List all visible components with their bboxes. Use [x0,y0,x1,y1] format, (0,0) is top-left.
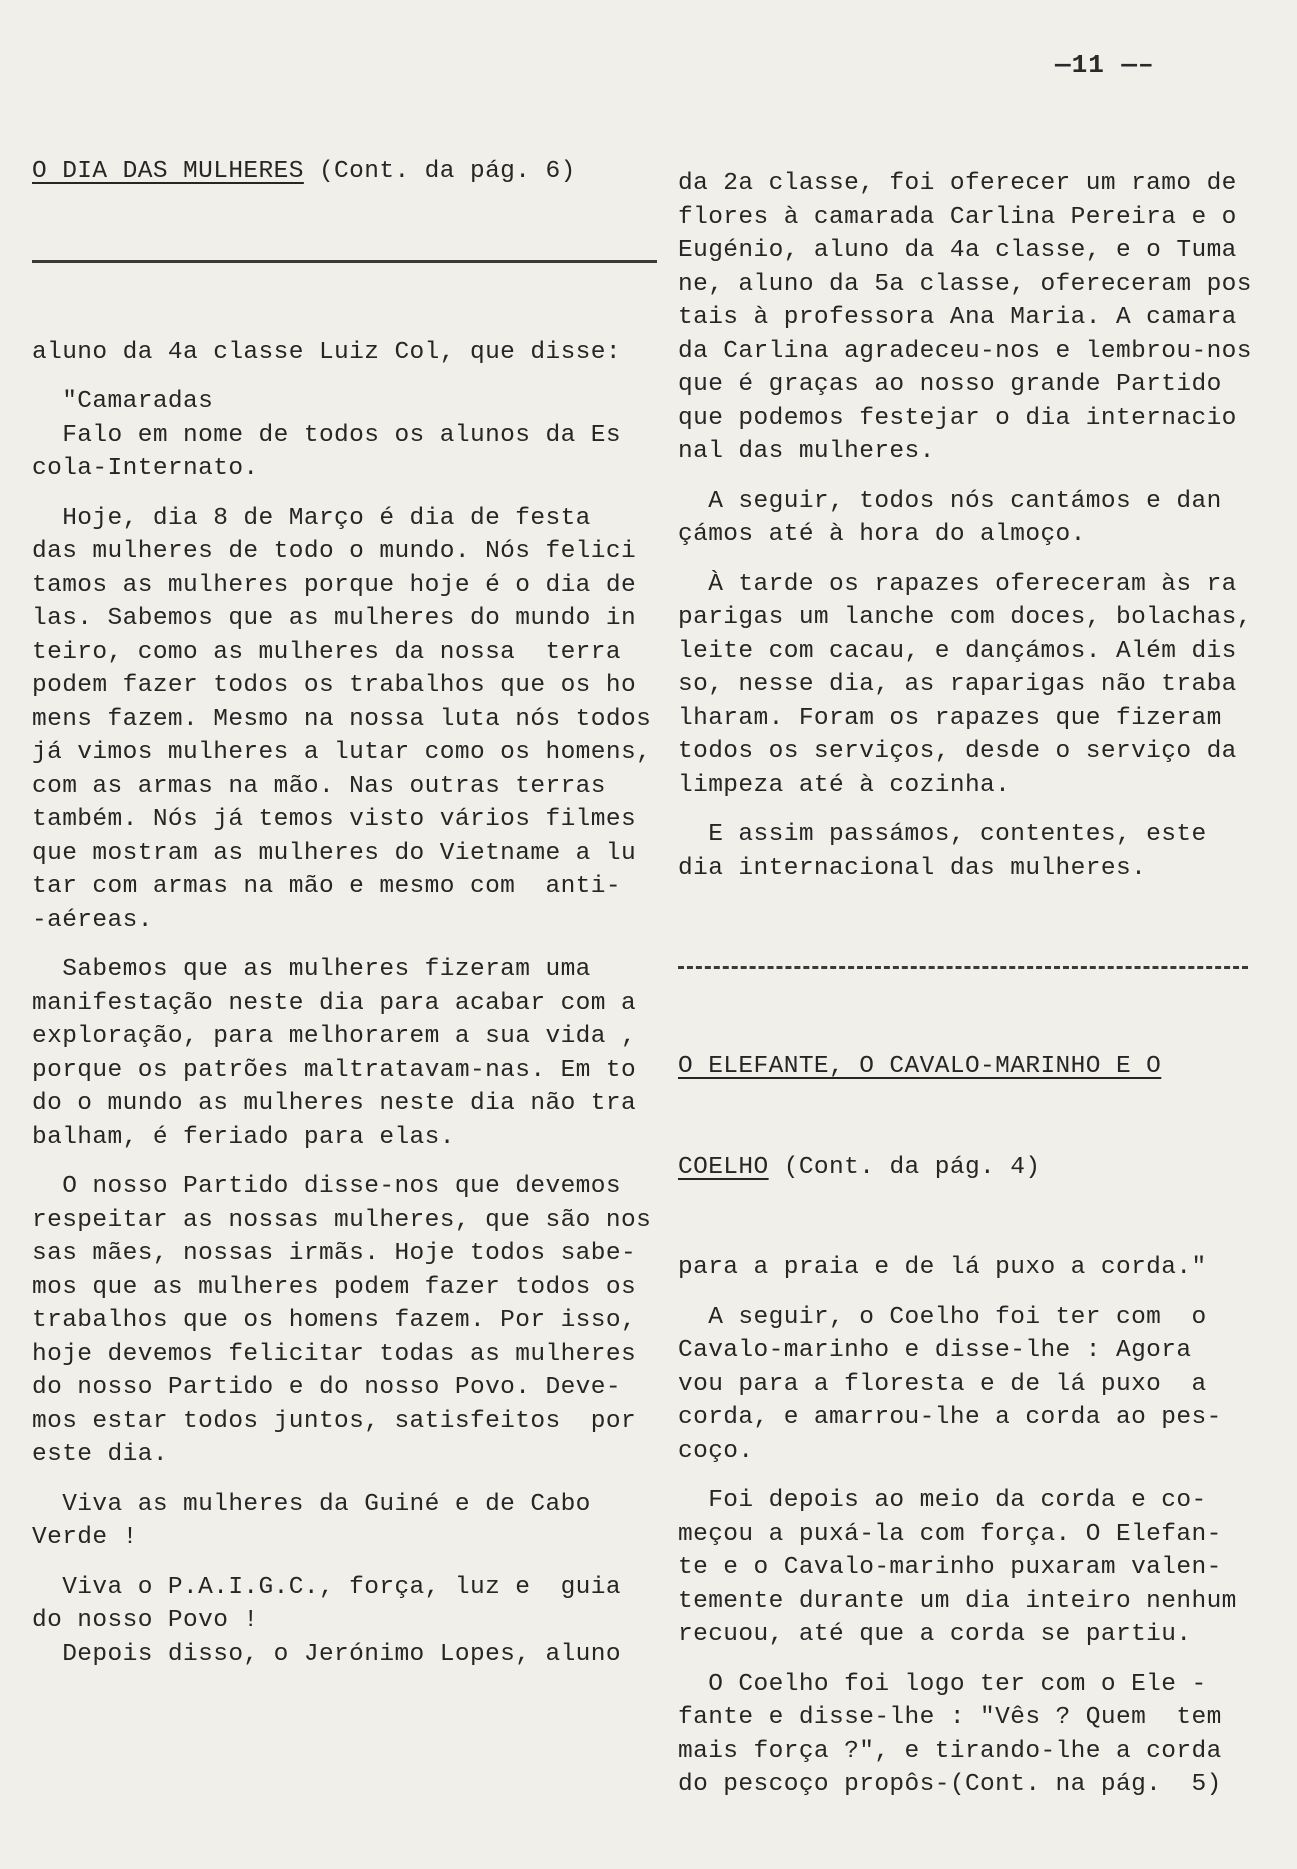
paragraph-gap [32,369,657,385]
text-line: do pescoço propôs-(Cont. na pág. 5) [678,1771,1222,1798]
paragraph [678,1484,1278,1652]
article-title: O DIA DAS MULHERES [32,158,304,185]
text-line: mens fazem. Mesmo na nossa luta nós todos [32,705,652,733]
text-line: corda, e amarrou-lhe a corda ao pes- [678,1404,1222,1431]
text-line: parigas um lanche com doces, bolachas, [678,604,1252,631]
right-article-body [678,167,1278,885]
paragraph-gap [32,1472,657,1488]
text-line: do nosso Partido e do nosso Povo. Deve- [32,1374,621,1401]
text-line: todos os serviços, desde o serviço da [678,738,1237,765]
text-line: las. Sabemos que as mulheres do mundo in [32,605,637,632]
paragraph [678,1301,1278,1469]
paragraph [678,1668,1278,1802]
text-line: mos que as mulheres podem fazer todos os [32,1273,637,1301]
text-line: temente durante um dia inteiro nenhum [678,1587,1237,1615]
paragraph [678,818,1278,885]
story-continuation-note: (Cont. da pág. 4) [768,1153,1041,1181]
text-line: Foi depois ao meio da corda e co- [678,1487,1207,1514]
text-line: Hoje, dia 8 de Março é dia de festa [32,504,591,532]
text-line: cola-Internato. [32,455,259,482]
text-line: mos estar todos juntos, satisfeitos por [32,1407,637,1435]
text-line: que é graças ao nosso grande Partido [678,371,1222,398]
text-line: exploração, para melhorarem a sua vida , [32,1023,637,1050]
text-line: este dia. [32,1441,168,1468]
text-line: para a praia e de lá puxo a corda." [678,1254,1207,1281]
text-line: sas mães, nossas irmãs. Hoje todos sabe- [32,1240,637,1267]
paragraph-gap [678,1468,1278,1484]
text-line: Depois disso, o Jerónimo Lopes, aluno [32,1640,621,1668]
paragraph [678,167,1278,469]
text-line: das mulheres de todo o mundo. Nós felici [32,538,637,565]
story-title-part1: O ELEFANTE, O CAVALO-MARINHO E O [678,1053,1162,1080]
text-line: dia internacional das mulheres. [678,854,1147,882]
paragraph-gap [678,552,1278,568]
paragraph-gap [678,802,1278,818]
text-line: aluno da 4a classe Luiz Col, que disse: [32,338,621,366]
text-line: do o mundo as mulheres neste dia não tra [32,1090,637,1117]
text-line: Falo em nome de todos os alunos da Es [32,421,621,449]
text-line: Eugénio, aluno da 4a classe, e o Tuma [678,237,1237,264]
article-continuation-note: (Cont. da pág. 6) [303,158,576,185]
paragraph-gap [32,1555,657,1571]
paragraph [678,1251,1278,1285]
paragraph-gap [678,469,1278,485]
text-line: tar com armas na mão e mesmo com anti- [32,873,621,900]
text-line: lharam. Foram os rapazes que fizeram [678,704,1222,732]
text-line: so, nesse dia, as raparigas não traba [678,671,1237,698]
paragraph-gap [678,1652,1278,1668]
text-line: vou para a floresta e de lá puxo a [678,1370,1207,1398]
text-line: já vimos mulheres a lutar como os homens, [32,739,652,766]
text-line: com as armas na mão. Nas outras terras [32,772,606,800]
text-line: que podemos festejar o dia internacio [678,404,1237,432]
text-line: nal das mulheres. [678,438,935,465]
text-line: Sabemos que as mulheres fizeram uma [32,956,591,983]
paragraph [32,385,657,486]
text-line: porque os patrões maltratavam-nas. Em to [32,1056,637,1084]
text-line: tais à professora Ana Maria. A camara [678,304,1237,331]
text-line: À tarde os rapazes ofereceram às ra [678,570,1237,598]
page-number: — 11 —– [1055,50,1155,80]
text-line: da Carlina agradeceu-nos e lembrou-nos [678,337,1252,365]
text-line: fante e disse-lhe : "Vês ? Quem tem [678,1704,1222,1731]
story-title-part2: COELHO [678,1153,769,1181]
text-line: -aéreas. [32,906,153,934]
left-column [32,88,657,1738]
paragraph [678,485,1278,552]
paragraph [32,1488,657,1555]
text-line: do nosso Povo ! [32,1607,259,1634]
text-line: "Camaradas [32,388,214,415]
text-line: flores à camarada Carlina Pereira e o [678,203,1237,231]
text-line: Viva as mulheres da Guiné e de Cabo [32,1490,591,1518]
paragraph [32,1571,657,1672]
story-body [678,1251,1278,1802]
paragraph [678,568,1278,803]
text-line: Verde ! [32,1524,138,1551]
right-column [678,100,1278,1869]
text-line: podem fazer todos os trabalhos que os ho [32,672,637,699]
text-line: A seguir, todos nós cantámos e dan [678,487,1222,515]
text-line: também. Nós já temos visto vários filmes [32,806,637,833]
paragraph-gap [32,937,657,953]
text-line: respeitar as nossas mulheres, que são nos [32,1206,652,1234]
paragraph-gap [32,486,657,502]
paragraph [32,502,657,938]
text-line: balham, é feriado para elas. [32,1123,455,1151]
story-title-line-1 [678,1050,1278,1084]
text-line: tamos as mulheres porque hoje é o dia de [32,571,637,599]
text-line: que mostram as mulheres do Vietname a lu [32,839,637,867]
article-title-line [32,155,657,189]
text-line: Cavalo-marinho e disse-lhe : Agora [678,1337,1192,1364]
text-line: hoje devemos felicitar todas as mulheres [32,1340,637,1368]
paragraph [32,1170,657,1472]
paragraph-gap [32,1154,657,1170]
text-line: coço. [678,1437,754,1465]
text-line: E assim passámos, contentes, este [678,821,1207,848]
text-line: Viva o P.A.I.G.C., força, luz e guia [32,1573,621,1601]
text-line: limpeza até à cozinha. [678,771,1011,799]
section-divider [678,966,1248,969]
text-line: çámos até à hora do almoço. [678,521,1086,548]
story-title-line-2 [678,1151,1278,1185]
title-rule [32,260,657,263]
paragraph [32,336,657,370]
paragraph [32,953,657,1154]
left-article-body [32,336,657,1672]
text-line: leite com cacau, e dançámos. Além dis [678,637,1237,665]
text-line: O nosso Partido disse-nos que devemos [32,1173,621,1200]
text-line: mais força ?", e tirando-lhe a corda [678,1737,1222,1765]
text-line: O Coelho foi logo ter com o Ele - [678,1670,1207,1698]
text-line: recuou, até que a corda se partiu. [678,1621,1192,1648]
text-line: A seguir, o Coelho foi ter com o [678,1303,1207,1331]
text-line: trabalhos que os homens fazem. Por isso, [32,1307,637,1334]
text-line: ne, aluno da 5a classe, ofereceram pos [678,270,1252,298]
text-line: te e o Cavalo-marinho puxaram valen- [678,1554,1222,1581]
text-line: teiro, como as mulheres da nossa terra [32,638,621,666]
paragraph-gap [678,1285,1278,1301]
text-line: da 2a classe, foi oferecer um ramo de [678,170,1237,197]
text-line: meçou a puxá-la com força. O Elefan- [678,1520,1222,1548]
text-line: manifestação neste dia para acabar com a [32,989,637,1017]
